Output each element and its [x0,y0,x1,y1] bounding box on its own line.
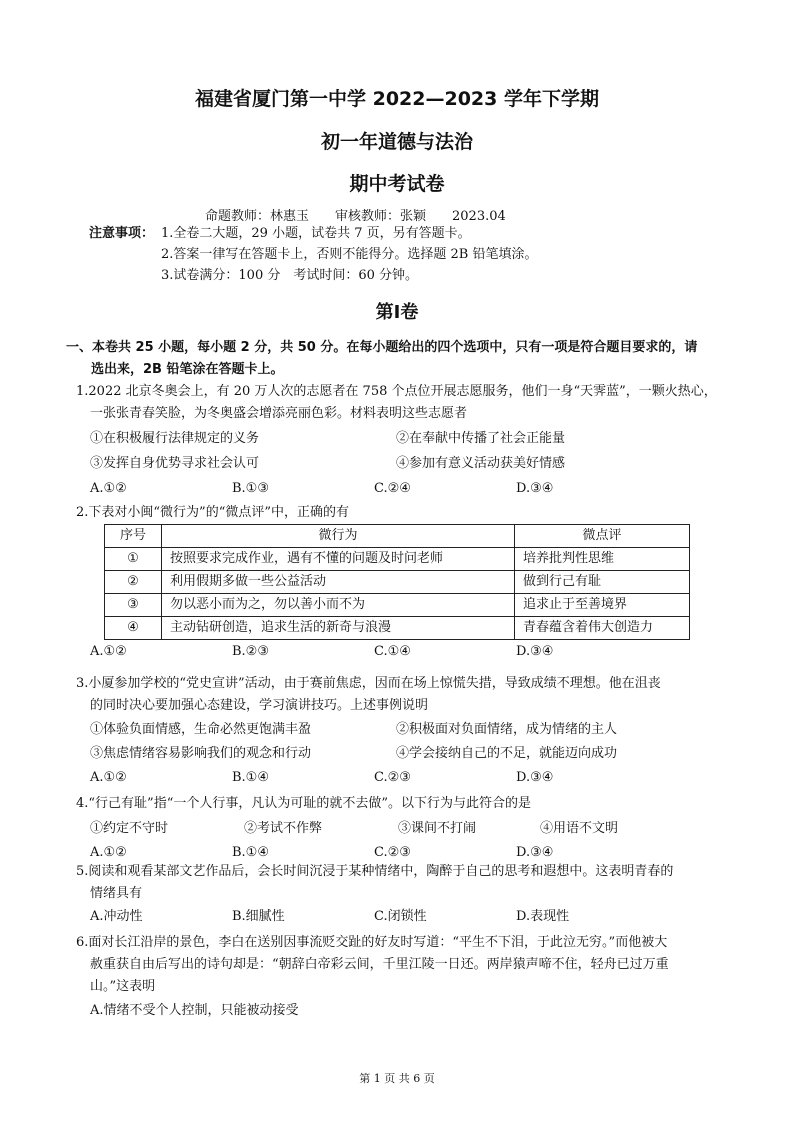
statement: ②考试不作弊 [244,821,323,836]
exam-school-title: 福建省厦门第一中学 2022—2023 学年下学期 [195,88,599,110]
stem-line: 6.面对长江沿岸的景色，李白在送别因事流贬交趾的好友时写道：“平生不下泪，于此泣无穷。”而他被大 [76,935,668,950]
choice-a: A.①② [90,770,127,785]
table-cell: 利用假期多做一些公益活动 [162,571,515,594]
question-stem [76,381,726,425]
statement: ①在积极履行法律规定的义务 [90,431,260,446]
statement: ④参加有意义活动获美好情感 [396,456,566,471]
statement-list [76,453,726,475]
choice-c: C.②④ [374,481,411,496]
choice-b: B.①④ [232,845,269,860]
notes-block [89,223,538,286]
table-cell: 主动钻研创造，追求生活的新奇与浪漫 [162,617,515,640]
volume-heading: 第Ⅰ卷 [375,302,419,323]
choice-d: D.③④ [516,644,554,659]
choice-a: A.①② [90,481,127,496]
choice-c: C.②③ [374,770,411,785]
section-line: 一、本卷共 25 小题，每小题 2 分，共 50 分。在每小题给出的四个选项中，只有一项是符合题目要求的，请 [66,340,698,355]
choice-c: C.闭锁性 [374,909,427,924]
table-cell: 勿以恶小而为之，勿以善小而不为 [162,594,515,617]
statement: ③焦虑情绪容易影响我们的观念和行动 [90,746,312,761]
table-cell: 培养批判性思维 [515,548,690,571]
statement-list [76,428,726,450]
choice-a: A.冲动性 [90,909,143,924]
table-cell: ④ [105,617,162,640]
statement-list [76,743,726,765]
table-cell: ① [105,548,162,571]
choice-a: A.①② [90,644,127,659]
choice-d: D.③④ [516,481,554,496]
choice-d: D.表现性 [516,909,570,924]
note-item: 1.全卷二大题，29 小题，试卷共 7 页，另有答题卡。 [161,226,471,241]
question-stem [76,673,726,717]
question-4 [76,793,726,864]
statement: ②在奉献中传播了社会正能量 [396,431,566,446]
statement-list [76,818,726,840]
statement: ④用语不文明 [540,821,619,836]
choice-b: B.②③ [232,644,269,659]
table-row [105,571,690,594]
choice-d: D.③④ [516,845,554,860]
table-cell: 按照要求完成作业，遇有不懂的问题及时问老师 [162,548,515,571]
question-stem: 2.下表对小闽“微行为”的“微点评”中，正确的有 [76,505,349,520]
choice-b: B.①③ [232,481,269,496]
statement: ③课间不打闹 [398,821,477,836]
table-header-row [105,525,690,548]
choice-a: A.情绪不受个人控制，只能被动接受 [90,1003,299,1018]
statement: ④学会接纳自己的不足，就能迈向成功 [396,746,618,761]
statement: ①约定不守时 [90,821,169,836]
question-stem: 4.“行己有耻”指“一个人行事，凡认为可耻的就不去做”。以下行为与此符合的是 [76,796,531,811]
stem-line: 情绪具有 [90,886,143,901]
stem-line: 山。”这表明 [90,979,156,994]
exam-subject-title: 初一年道德与法治 [320,131,473,153]
statement-list [76,719,726,741]
question-1 [76,381,726,500]
exam-paper-title: 期中考试卷 [349,173,445,195]
stem-line: 5.阅读和观看某部文艺作品后，会长时间沉浸于某种情绪中，陶醉于自己的思考和遐想中。这表明青春的 [76,864,674,879]
question-6 [76,932,726,1022]
statement: ①体验负面情感，生命必然更饱满丰盈 [90,722,312,737]
table-cell: ② [105,571,162,594]
stem-line: 3.小厦参加学校的“党史宣讲”活动，由于赛前焦虑，因而在场上惊慌失措，导致成绩不理想。他在沮丧 [76,676,661,691]
question-stem [76,861,726,905]
choice-list [76,641,726,663]
stem-line: 赦重获自由后写出的诗句却是：“朝辞白帝彩云间，千里江陵一日还。两岸猿声啼不住，轻舟已过万重 [90,957,669,972]
choice-c: C.②③ [374,845,411,860]
table-row [105,548,690,571]
column-header: 微行为 [162,525,515,548]
question-5 [76,861,726,928]
section-line: 选出来，2B 铅笔涂在答题卡上。 [91,362,284,377]
table-cell: 青春蕴含着伟大创造力 [515,617,690,640]
choice-c: C.①④ [374,644,411,659]
statement: ②积极面对负面情绪，成为情绪的主人 [396,722,618,737]
behavior-table [104,524,690,640]
question-2 [76,502,726,663]
choice-list [76,478,726,500]
choice-b: B.①④ [232,770,269,785]
table-cell: 追求止于至善境界 [515,594,690,617]
stem-line: 1.2022 北京冬奥会上，有 20 万人次的志愿者在 758 个点位开展志愿服务，他们一身“天霁蓝”，一颗火热心， [76,384,717,399]
stem-line: 一张张青春笑脸，为冬奥盛会增添亮丽色彩。材料表明这些志愿者 [90,406,468,421]
teachers-line: 命题教师：林惠玉 审核教师：张颖 2023.04 [205,209,506,224]
choice-a: A.①② [90,845,127,860]
question-3 [76,673,726,789]
column-header: 微点评 [515,525,690,548]
page-footer: 第 1 页 共 6 页 [359,1072,435,1085]
note-item: 2.答案一律写在答题卡上，否则不能得分。选择题 2B 铅笔填涂。 [161,247,538,262]
choice-list [76,767,726,789]
section-instructions [66,337,731,381]
choice-d: D.③④ [516,770,554,785]
table-row [105,594,690,617]
stem-line: 的同时决心要加强心态建设，学习演讲技巧。上述事例说明 [90,698,429,713]
choice-b: B.细腻性 [232,909,285,924]
note-item: 3.试卷满分：100 分 考试时间：60 分钟。 [161,268,419,283]
column-header: 序号 [105,525,162,548]
table-cell: 做到行己有耻 [515,571,690,594]
question-stem [76,932,726,998]
statement: ③发挥自身优势寻求社会认可 [90,456,260,471]
choice-list [76,906,726,928]
table-cell: ③ [105,594,162,617]
table-row [105,617,690,640]
notes-label: 注意事项： [89,226,155,241]
